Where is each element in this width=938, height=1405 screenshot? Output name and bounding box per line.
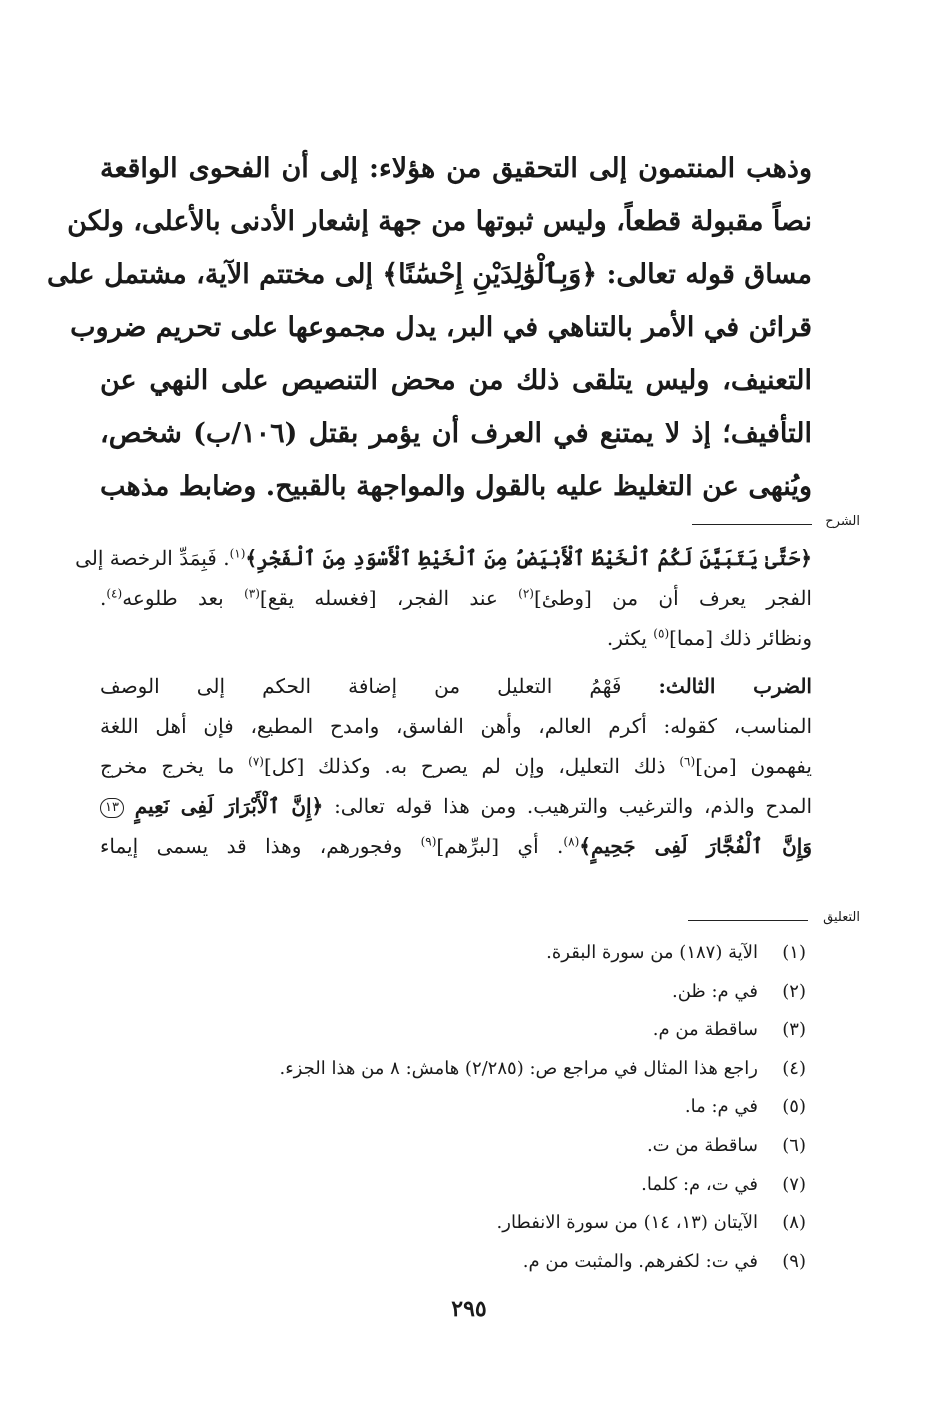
footnote xyxy=(166,1204,806,1243)
notes-label: التعليق xyxy=(823,910,860,925)
commentary-line xyxy=(100,618,812,658)
main-text-line: قرائن في الأمر بالتناهي في البر، يدل مجموعها على تحريم ضروب xyxy=(70,312,812,343)
footnote xyxy=(166,1088,806,1127)
footnote-number: (٥) xyxy=(782,1096,806,1118)
commentary-text-run: ونظائر ذلك [مما] xyxy=(669,626,812,650)
footnote xyxy=(166,1127,806,1166)
page-number: ٢٩٥ xyxy=(451,1296,487,1322)
footnote-ref: (٤) xyxy=(106,586,123,601)
footnote-ref: (٩) xyxy=(420,834,437,849)
commentary-text-run: فَهْمُ التعليل من إضافة الحكم إلى الوصف xyxy=(100,674,659,698)
footnote-number: (٢) xyxy=(782,980,806,1002)
footnote xyxy=(166,1166,806,1205)
commentary-line xyxy=(100,666,812,706)
footnote-text: ساقطة من ت. xyxy=(646,1134,758,1156)
main-text-line: مساق قوله تعالى: ﴿وَبِٱلْوَٰلِدَيْنِ إِحْسَٰنًا﴾ إلى مختتم الآية، مشتمل على xyxy=(47,259,812,290)
verse-number-marker: ١٣ xyxy=(100,798,124,818)
quran-verse: وَإِنَّ ٱلْفُجَّارَ لَفِى جَحِيمٍ﴾ xyxy=(579,834,812,858)
footnote xyxy=(166,934,806,973)
commentary-line xyxy=(100,826,812,866)
footnote-text: الآيتان (١٣، ١٤) من سورة الانفطار. xyxy=(496,1212,758,1234)
footnote xyxy=(166,1050,806,1089)
commentary-line xyxy=(100,578,812,618)
footnote-ref: (١) xyxy=(229,546,246,561)
footnote-ref: (٧) xyxy=(248,754,264,769)
footnote-number: (٩) xyxy=(782,1250,806,1272)
main-text-line: نصاً مقبولة قطعاً، وليس ثبوتها من جهة إشعار الأدنى بالأعلى، ولكن xyxy=(67,206,812,237)
footnote-ref: (٦) xyxy=(679,754,696,769)
footnote-number: (٤) xyxy=(782,1057,806,1079)
quran-verse: ﴿إِنَّ ٱلْأَبْرَارَ لَفِى نَعِيمٍ xyxy=(134,794,324,818)
commentary-text-run: الفجر يعرف أن من [وطئ] xyxy=(533,586,812,610)
divider-rule xyxy=(692,524,812,525)
commentary-line xyxy=(75,538,812,578)
footnotes xyxy=(166,934,806,1281)
divider-rule xyxy=(688,920,808,921)
commentary-text xyxy=(75,538,813,866)
main-text-line: وذهب المنتمون إلى التحقيق من هؤلاء: إلى أن الفحوى الواقعة xyxy=(100,153,812,184)
footnote-text: في ت، م: كلما. xyxy=(641,1173,758,1195)
footnote-text: في م: ظن. xyxy=(671,980,758,1002)
footnote-text: في ت: لكفرهم. والمثبت من م. xyxy=(522,1250,758,1272)
footnote xyxy=(166,1011,806,1050)
section-heading: الضرب الثالث: xyxy=(658,674,812,698)
footnote-number: (٦) xyxy=(782,1134,806,1156)
footnote xyxy=(166,973,806,1012)
quran-verse: ﴿حَتَّىٰ يَتَبَيَّنَ لَكُمُ ٱلْخَيْطُ ٱلْأَبْيَضُ مِنَ ٱلْخَيْطِ ٱلْأَسْوَدِ مِنَ ٱلْفَجْرِ﴾ xyxy=(245,546,812,570)
commentary-line xyxy=(100,786,812,826)
footnote-ref: (٣) xyxy=(244,586,260,601)
commentary-text-run: يكثر. xyxy=(606,626,654,650)
footnote xyxy=(166,1243,806,1282)
commentary-text-run: . فَبِمَدِّ الرخصة إلى xyxy=(75,546,230,570)
footnote-number: (١) xyxy=(782,942,806,963)
main-text-line: ويُنهى عن التغليظ عليه بالقول والمواجهة بالقبيح. وضابط مذهب xyxy=(100,471,812,502)
commentary-text-run: بعد طلوعه xyxy=(122,586,245,610)
footnote-ref: (٥) xyxy=(653,626,670,641)
footnote-number: (٣) xyxy=(782,1019,806,1041)
commentary-text-run: . xyxy=(100,586,107,610)
main-text xyxy=(47,142,812,513)
commentary-text-run: المدح والذم، والترغيب والترهيب. ومن هذا قوله تعالى: xyxy=(323,794,813,818)
commentary-label: الشرح xyxy=(825,514,860,529)
commentary-divider xyxy=(100,516,860,536)
commentary-line: المناسب، كقوله: أكرم العالم، وأهن الفاسق، وامدح المطيع، فإن أهل اللغة xyxy=(100,714,812,738)
commentary-line xyxy=(100,746,812,786)
footnote-text: الآية (١٨٧) من سورة البقرة. xyxy=(546,942,758,963)
commentary-text-run: عند الفجر، [فغسله يقع] xyxy=(259,586,519,610)
commentary-text-run: وفجورهم، وهذا قد يسمى إيماء xyxy=(100,834,421,858)
notes-divider xyxy=(100,912,860,932)
commentary-text-run: . أي [لبرِّهم] xyxy=(436,834,564,858)
commentary-text-run: ذلك التعليل، وإن لم يصرح به. وكذلك [كل] xyxy=(263,754,680,778)
main-text-line: التعنيف، وليس يتلقى ذلك من محض التنصيص على النهي عن xyxy=(100,365,812,396)
footnote-text: في م: ما. xyxy=(684,1096,758,1118)
footnote-text: راجع هذا المثال في مراجع ص: (٢/٢٨٥) هامش: ٨ من هذا الجزء. xyxy=(279,1057,758,1079)
footnote-number: (٧) xyxy=(782,1173,806,1195)
footnote-number: (٨) xyxy=(782,1212,806,1234)
footnote-text: ساقطة من م. xyxy=(652,1019,758,1041)
footnote-ref: (٨) xyxy=(563,834,580,849)
footnote-ref: (٢) xyxy=(518,586,534,601)
commentary-text-run: ما يخرج مخرج xyxy=(100,754,249,778)
commentary-text-run: يفهمون [من] xyxy=(695,754,812,778)
main-text-line: التأفيف؛ إذ لا يمتنع في العرف أن يؤمر بقتل (١٠٦/ب) شخص، xyxy=(100,418,812,449)
